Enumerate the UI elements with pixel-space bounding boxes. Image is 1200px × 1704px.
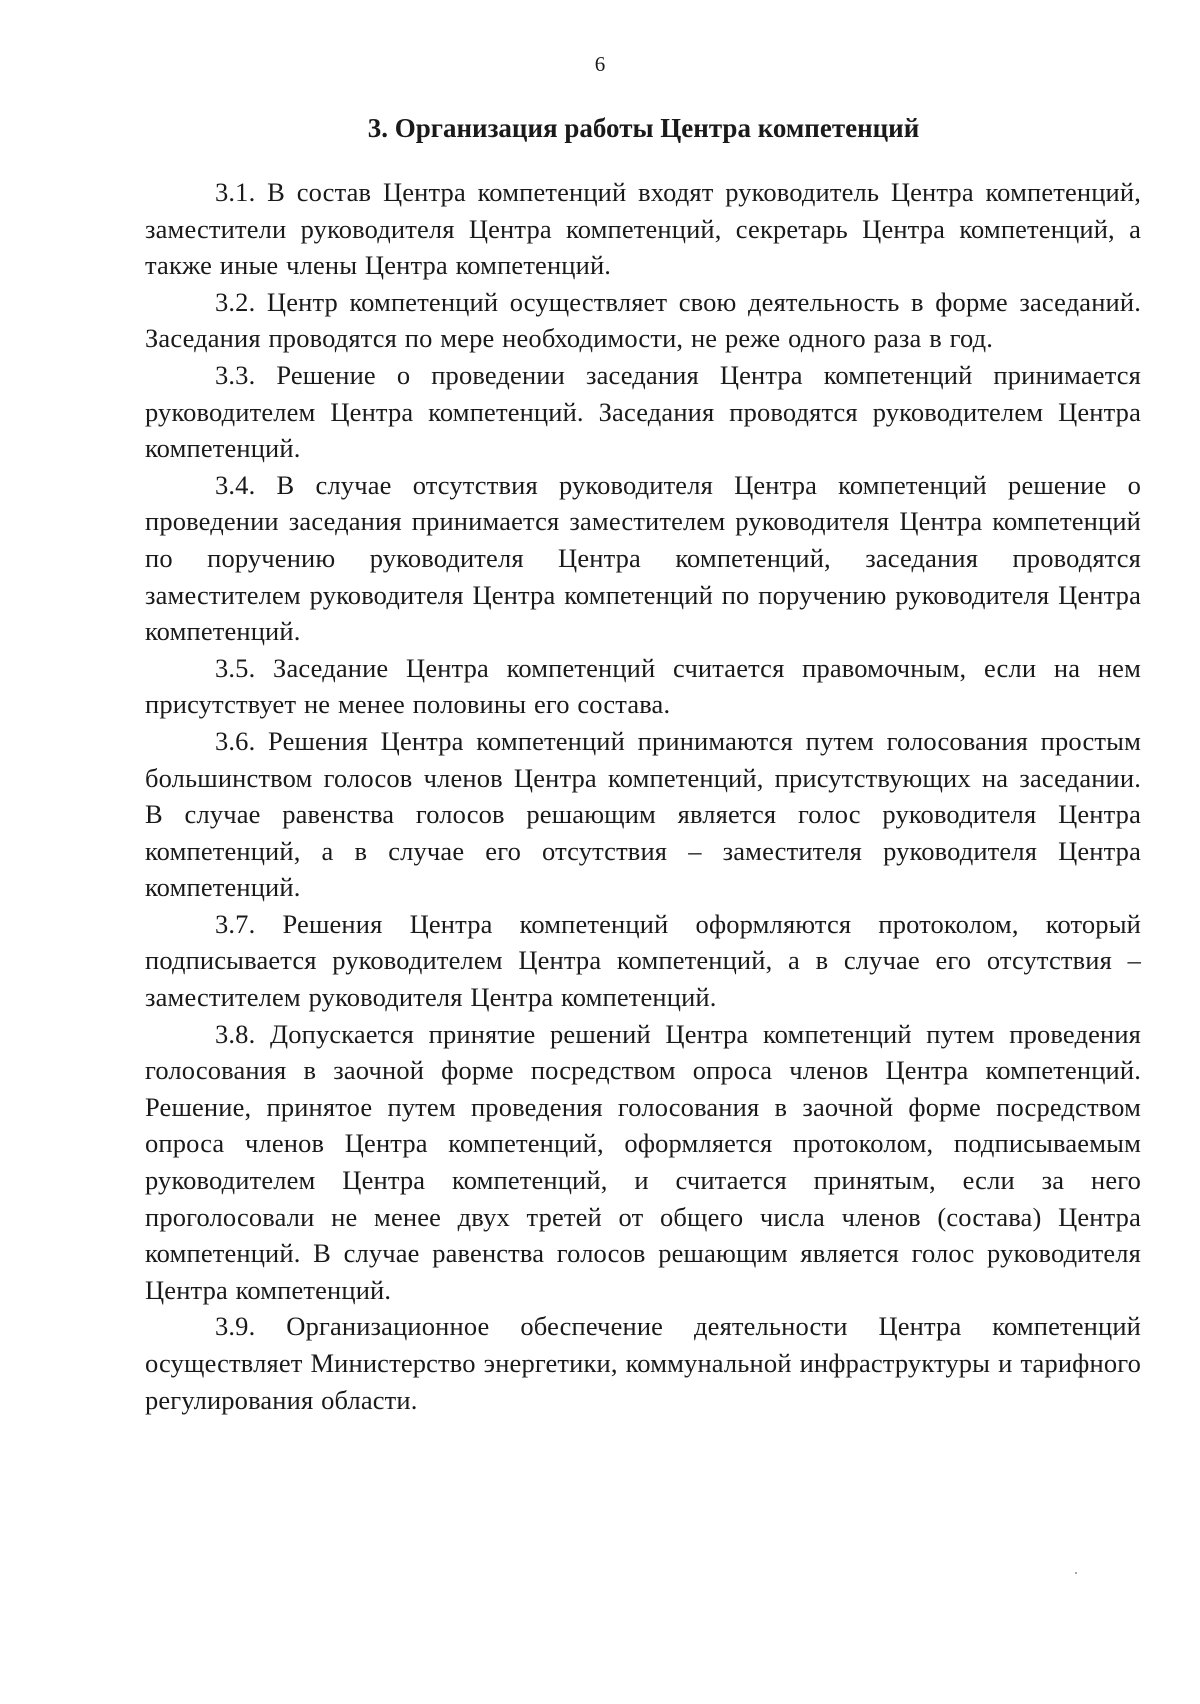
paragraph-3-6: 3.6. Решения Центра компетенций принимаются путем голосования простым большинством голосов членов Центра компетенций, присутствующих на заседании. В случае равенства голосов решающим является голос руководителя Центра компетенций, а в случае его отсутствия – заместителя руководителя Центра компетенций. bbox=[145, 725, 1141, 903]
paragraph-3-1: 3.1. В состав Центра компетенций входят руководитель Центра компетенций, заместители руководителя Центра компетенций, секретарь Центра компетенций, а также иные члены Центра компетенций. bbox=[145, 177, 1141, 281]
paragraph-3-3: 3.3. Решение о проведении заседания Центра компетенций принимается руководителем Центра компетенций. Заседания проводятся руководителем Центра компетенций. bbox=[145, 359, 1141, 464]
paragraph-3-9: 3.9. Организационное обеспечение деятельности Центра компетенций осуществляет Министерство энергетики, коммунальной инфраструктуры и тарифного регулирования области. bbox=[145, 1311, 1141, 1415]
paragraph-3-4: 3.4. В случае отсутствия руководителя Центра компетенций решение о проведении заседания принимается заместителем руководителя Центра компетенций по поручению руководителя Центра компетенций, заседания проводятся заместителем руководителя Центра компетенций по поручению руководителя Центра компетенций. bbox=[145, 469, 1141, 647]
section-title: 3. Организация работы Центра компетенций bbox=[367, 113, 920, 143]
paragraph-3-2: 3.2. Центр компетенций осуществляет свою деятельность в форме заседаний. Заседания проводятся по мере необходимости, не реже одного раза в год. bbox=[145, 286, 1141, 354]
paragraph-3-8: 3.8. Допускается принятие решений Центра компетенций путем проведения голосования в заочной форме посредством опроса членов Центра компетенций. Решение, принятое путем проведения голосования в заочной форме посредством опроса членов Центра компетенций, оформляется протоколом, подписываемым руководителем Центра компетенций, и считается принятым, если за него проголосовали не менее двух третей от общего числа членов (состава) Центра компетенций. В случае равенства голосов решающим является голос руководителя Центра компетенций. bbox=[145, 1018, 1141, 1305]
document-body bbox=[145, 174, 1141, 1418]
paragraph-3-5: 3.5. Заседание Центра компетенций считается правомочным, если на нем присутствует не менее половины его состава. bbox=[145, 652, 1141, 720]
page-number: 6 bbox=[594, 52, 606, 76]
paragraph-3-7: 3.7. Решения Центра компетенций оформляются протоколом, который подписывается руководителем Центра компетенций, а в случае его отсутствия – заместителем руководителя Центра компетенций. bbox=[145, 908, 1141, 1013]
scan-speck bbox=[1075, 1572, 1077, 1574]
